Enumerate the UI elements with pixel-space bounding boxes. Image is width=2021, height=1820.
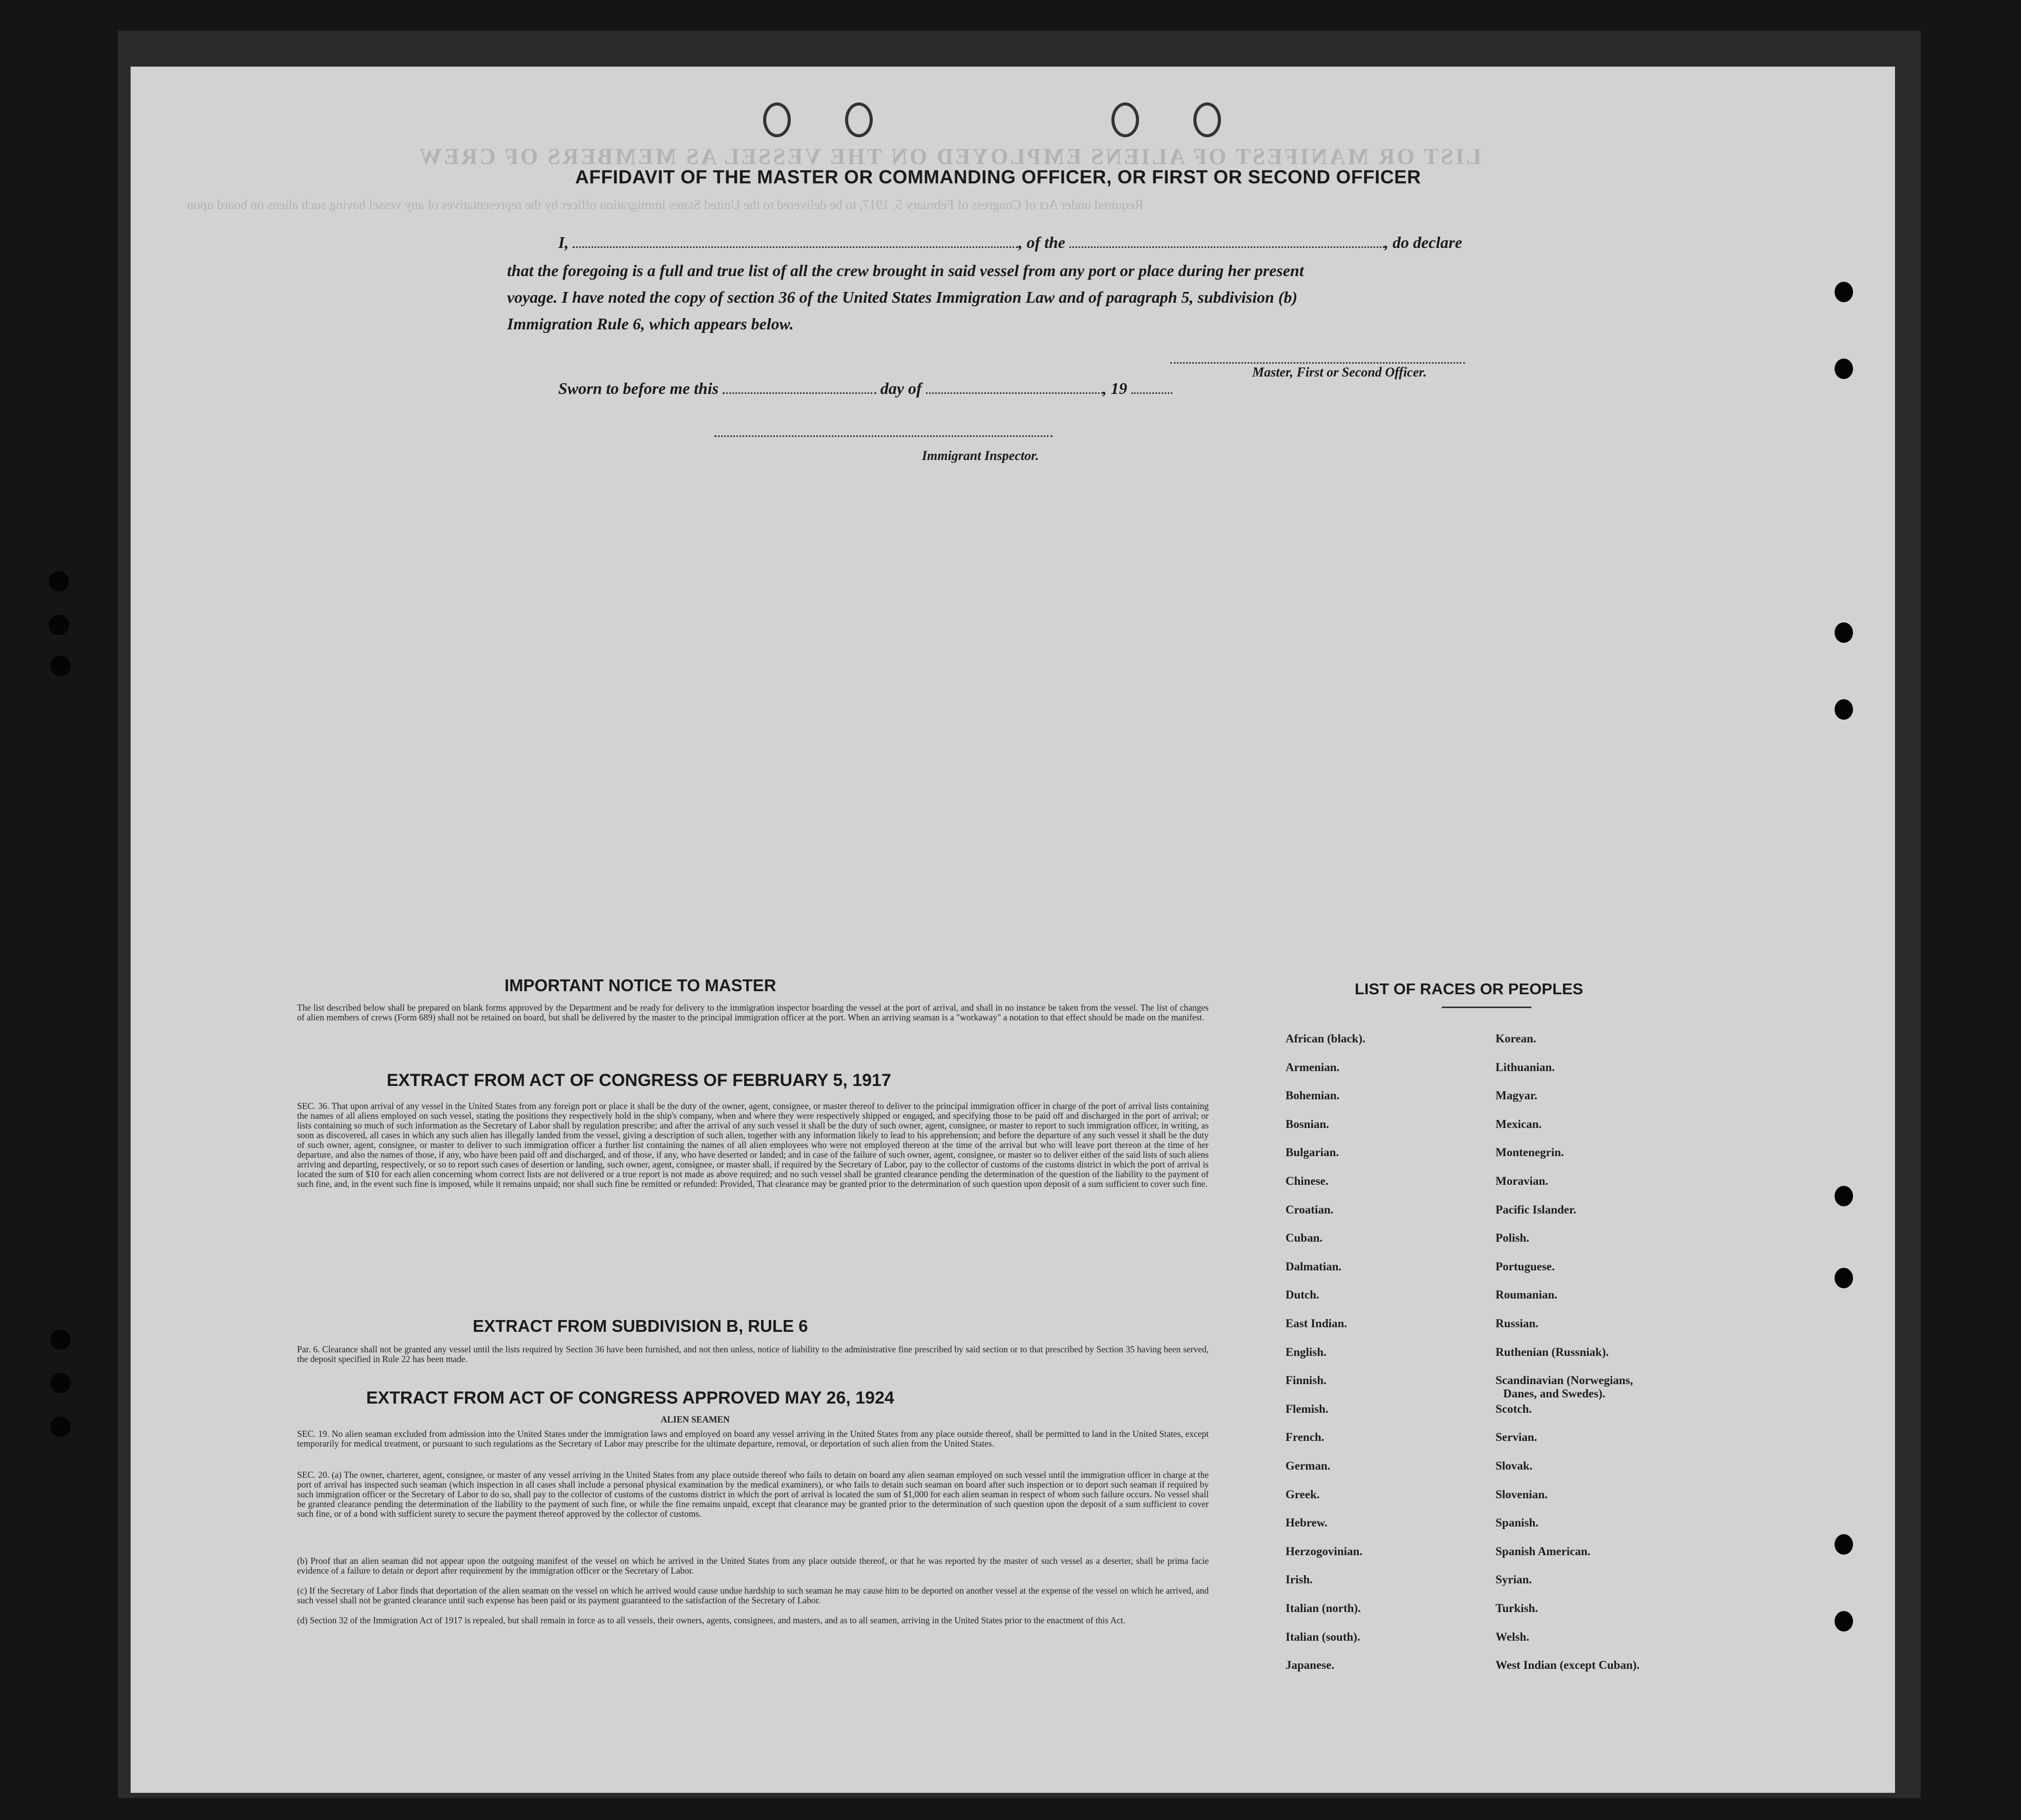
race-item: Roumanian.: [1496, 1288, 1557, 1302]
race-item: Chinese.: [1286, 1175, 1329, 1187]
race-item: Syrian.: [1496, 1573, 1532, 1586]
binder-hole: [1835, 699, 1853, 720]
show-through-heading: LIST OR MANIFEST OF ALIENS EMPLOYED ON THE VESSEL AS MEMBERS OF CREW: [417, 144, 1482, 169]
race-item: Slovak.: [1496, 1459, 1533, 1472]
race-item: Greek.: [1286, 1488, 1320, 1501]
extract-1924-subtitle: ALIEN SEAMEN: [661, 1414, 730, 1425]
race-item: Bosnian.: [1286, 1117, 1330, 1131]
race-item: Magyar.: [1496, 1089, 1538, 1102]
sworn-prefix: Sworn to before me this: [558, 379, 719, 398]
binder-hole: [1835, 1611, 1853, 1631]
binder-hole: [50, 656, 71, 676]
binder-hole: [1835, 1534, 1853, 1555]
extract-1924-title: EXTRACT FROM ACT OF CONGRESS APPROVED MAY 26, 1924: [366, 1388, 894, 1408]
race-item: Spanish American.: [1496, 1544, 1591, 1558]
name-blank: [573, 236, 1018, 248]
punch-hole: [1193, 102, 1221, 137]
race-item: Dalmatian.: [1286, 1260, 1342, 1273]
race-item: East Indian.: [1286, 1317, 1348, 1330]
punch-hole: [845, 102, 873, 137]
extract-1917-title: EXTRACT FROM ACT OF CONGRESS OF FEBRUARY 5, 1917: [387, 1071, 891, 1090]
affidavit-title: AFFIDAVIT OF THE MASTER OR COMMANDING OFFICER, OR FIRST OR SECOND OFFICER: [575, 166, 1421, 187]
race-item: West Indian (except Cuban).: [1496, 1659, 1640, 1672]
affidavit-line-3: voyage. I have noted the copy of section 36 of the United States Immigration Law and of paragraph 5, subdivision (b): [507, 288, 1298, 306]
race-item: Finnish.: [1286, 1374, 1327, 1387]
binder-hole: [50, 1329, 71, 1350]
race-item: Flemish.: [1286, 1402, 1329, 1415]
race-item: Spanish.: [1496, 1516, 1539, 1530]
binder-hole: [49, 615, 69, 635]
sworn-year: , 19: [1102, 379, 1127, 398]
race-item: Welsh.: [1496, 1630, 1529, 1643]
race-item: Moravian.: [1496, 1175, 1548, 1187]
race-item: Armenian.: [1286, 1060, 1340, 1074]
binder-hole: [1835, 1268, 1853, 1288]
race-item: Hebrew.: [1286, 1516, 1328, 1530]
affidavit-line-2: that the foregoing is a full and true list of all the crew brought in said vessel from any port or place during her present: [507, 261, 1304, 280]
race-item: Irish.: [1286, 1573, 1313, 1586]
notice-title: IMPORTANT NOTICE TO MASTER: [504, 976, 776, 995]
punch-hole: [763, 102, 791, 137]
race-item: Servian.: [1496, 1431, 1538, 1444]
race-item: Italian (north).: [1286, 1602, 1361, 1615]
extract-1924-sec20d: (d) Section 32 of the Immigration Act of 1917 is repealed, but shall remain in force as to all vessels, their owners, agents, consignees, and masters, and as to all seamen, arriving in the United States prior to the enactment of this Act.: [297, 1615, 1126, 1625]
inspector-signature-line: [714, 434, 1052, 437]
master-signature-line: [1170, 361, 1465, 364]
affidavit-line-4: Immigration Rule 6, which appears below.: [507, 315, 794, 333]
extract-1924-sec20a: SEC. 20. (a) The owner, charterer, agent, consignee, or master of any vessel arriving in the United States from any place outside thereof who fails to detain on board any alien seaman employed on such vessel until the immigration officer in charge at the port of arrival has inspected such seaman (which inspection in all cases shall include a personal physical examination by the medical examiners), or who fails to detain such seaman on board after such inspection or to deport such seaman if required by such immigration officer or the Secretary of Labor to do so, shall pay to the collector of customs of the customs district in which the port of arrival is located the sum of $1,000 for each alien seaman in respect of whom such failure occurs. No vessel shall be granted clearance pending the determination of the liability to the payment of such fine, or while the fine remains unpaid, except that clearance may be granted prior to the determination of such question upon the deposit of a sum sufficient to cover such fine, or of a bond with sufficient surety to secure the payment thereof approved by the collector of customs.: [297, 1470, 1209, 1519]
race-item: Dutch.: [1286, 1288, 1319, 1302]
race-item: English.: [1286, 1345, 1327, 1358]
race-item: Montenegrin.: [1496, 1146, 1564, 1159]
binder-hole: [49, 571, 69, 592]
sworn-month-blank: [926, 382, 1103, 394]
race-item: Danes, and Swedes).: [1503, 1387, 1606, 1400]
affidavit-line-1: [558, 233, 1462, 252]
affidavit-declare: , do declare: [1384, 233, 1462, 252]
race-item: Slovenian.: [1496, 1488, 1548, 1501]
race-item: Polish.: [1496, 1231, 1529, 1245]
binder-hole: [1835, 622, 1853, 643]
binder-hole: [1835, 282, 1853, 302]
race-item: Bulgarian.: [1286, 1146, 1339, 1159]
race-item: Scandinavian (Norwegians,: [1496, 1374, 1633, 1387]
extract-rule6-title: EXTRACT FROM SUBDIVISION B, RULE 6: [473, 1316, 808, 1335]
race-item: Scotch.: [1496, 1402, 1532, 1415]
race-item: Mexican.: [1496, 1117, 1542, 1131]
sworn-day-blank: [723, 382, 876, 394]
binder-hole: [1835, 359, 1853, 379]
extract-1924-sec20b: (b) Proof that an alien seaman did not appear upon the outgoing manifest of the vessel on which he arrived in the United States from any place outside thereof, or that he was reported by the master of such vessel as a deserter, shall be prima facie evidence of a failure to detain or deport after requirement by the immigration officer or the Secretary of Labor.: [297, 1556, 1209, 1576]
race-item: Ruthenian (Russniak).: [1496, 1345, 1609, 1358]
races-title-rule: [1442, 1007, 1531, 1008]
race-item: Portuguese.: [1496, 1260, 1555, 1273]
show-through-subheading: Required under Act of Congress of February 5, 1917, to be delivered to the United States immigration officer by the representatives of any vessel having such aliens on board upon: [187, 197, 1144, 212]
extract-rule6-text: Par. 6. Clearance shall not be granted any vessel until the lists required by Section 36 have been furnished, and not then unless, notice of liability to the administrative fine prescribed by said section or to that prescribed by Section 35 having been served, the deposit specified in Rule 22 has been made.: [297, 1344, 1209, 1364]
races-title: LIST OF RACES OR PEOPLES: [1355, 980, 1584, 998]
race-item: Herzogovinian.: [1286, 1544, 1363, 1558]
punch-hole: [1111, 102, 1139, 137]
manifest-page: [131, 67, 1895, 1793]
sworn-year-blank: [1131, 382, 1172, 394]
race-item: Korean.: [1496, 1032, 1536, 1045]
race-item: African (black).: [1286, 1032, 1365, 1045]
vessel-blank: [1069, 236, 1384, 248]
race-item: Russian.: [1496, 1317, 1539, 1330]
inspector-label: Immigrant Inspector.: [922, 448, 1039, 463]
affidavit-of-the: , of the: [1018, 233, 1065, 252]
extract-1924-sec20c: (c) If the Secretary of Labor finds that deportation of the alien seaman on the vessel on which he arrived would cause undue hardship to such seaman he may cause him to be deported on another vessel at the expense of the vessel on which he arrived, and such vessel shall not be granted clearance until such expense has been paid or its payment guaranteed to the satisfaction of the Secretary of Labor.: [297, 1585, 1209, 1605]
race-item: Japanese.: [1286, 1659, 1335, 1672]
race-item: Bohemian.: [1286, 1089, 1340, 1102]
race-item: Italian (south).: [1286, 1630, 1360, 1643]
race-item: Turkish.: [1496, 1602, 1538, 1615]
race-item: Lithuanian.: [1496, 1060, 1555, 1074]
binder-hole: [50, 1416, 71, 1437]
notice-text: The list described below shall be prepared on blank forms approved by the Department and be ready for delivery to the immigration inspector boarding the vessel at the port of arrival, and shall in no instance be taken from the vessel. The list of changes of alien members of crews (Form 689) shall not be retained on board, but shall be delivered by the master to the principal immigration officer at the port. When an arriving seaman is a "workaway" a notation to that effect should be made on the manifest.: [297, 1002, 1209, 1022]
extract-1924-sec19: SEC. 19. No alien seaman excluded from admission into the United States under the immigration laws and employed on board any vessel arriving in the United States from any place outside thereof, shall be permitted to land in the United States, except temporarily for medical treatment, or pursuant to such regulations as the Secretary of Labor may prescribe for the ultimate departure, removal, or deportation of such alien from the United States.: [297, 1429, 1209, 1449]
race-item: Cuban.: [1286, 1231, 1323, 1245]
affidavit-i: I,: [558, 233, 569, 252]
binder-hole: [1835, 1186, 1853, 1206]
sworn-day: day of: [880, 379, 922, 398]
race-item: Croatian.: [1286, 1203, 1334, 1216]
race-item: German.: [1286, 1459, 1331, 1472]
binder-hole: [50, 1373, 71, 1393]
extract-1917-text: SEC. 36. That upon arrival of any vessel in the United States from any foreign port or place it shall be the duty of the owner, agent, consignee, or master thereof to deliver to the principal immigration officer in charge of the port of arrival lists containing the names of all aliens employed on such vessel, stating the positions they respectively hold in the ship's company, when and where they were respectively shipped or engaged, and specifying those to be paid off and discharged in the port of arrival; or lists containing so much of such information as the Secretary of Labor shall by regulation prescribe; and after the arrival of any such vessel it shall be the duty of such owner, agent, consignee, or master to report to such immigration officer, in writing, as soon as discovered, all cases in which any such alien has illegally landed from the vessel, giving a description of such alien, together with any information likely to lead to his apprehension; and before the departure of any such vessel it shall be the duty of such owner, agent, consignee, or master to deliver to such immigration officer a further list containing the names of all alien employees who were not employed thereon at the time of the arrival but who will leave port thereon at the time of her departure, and also the names of those, if any, who have been paid off and discharged, and of those, if any, who have deserted or landed; and in case of the failure of such owner, agent, consignee, or master so to deliver either of the said lists of such aliens arriving and departing, respectively, or so to report such cases of desertion or landing, such owner, agent, consignee, or master shall, if required by the Secretary of Labor, pay to the collector of customs of the customs district in which the port of arrival is located the sum of $10 for each alien concerning whom correct lists are not delivered or a true report is not made as above required; and no such vessel shall be granted clearance pending the determination of the question of the liability to the payment of such fine, and, in the event such fine is imposed, while it remains unpaid; nor shall such fine be remitted or refunded: Provided, That clearance may be granted prior to the determination of such question upon deposit of a sum sufficient to cover such fine.: [297, 1101, 1209, 1189]
race-item: French.: [1286, 1431, 1324, 1444]
race-item: Pacific Islander.: [1496, 1203, 1576, 1216]
master-label: Master, First or Second Officer.: [1252, 365, 1427, 380]
sworn-line: [558, 379, 1172, 398]
